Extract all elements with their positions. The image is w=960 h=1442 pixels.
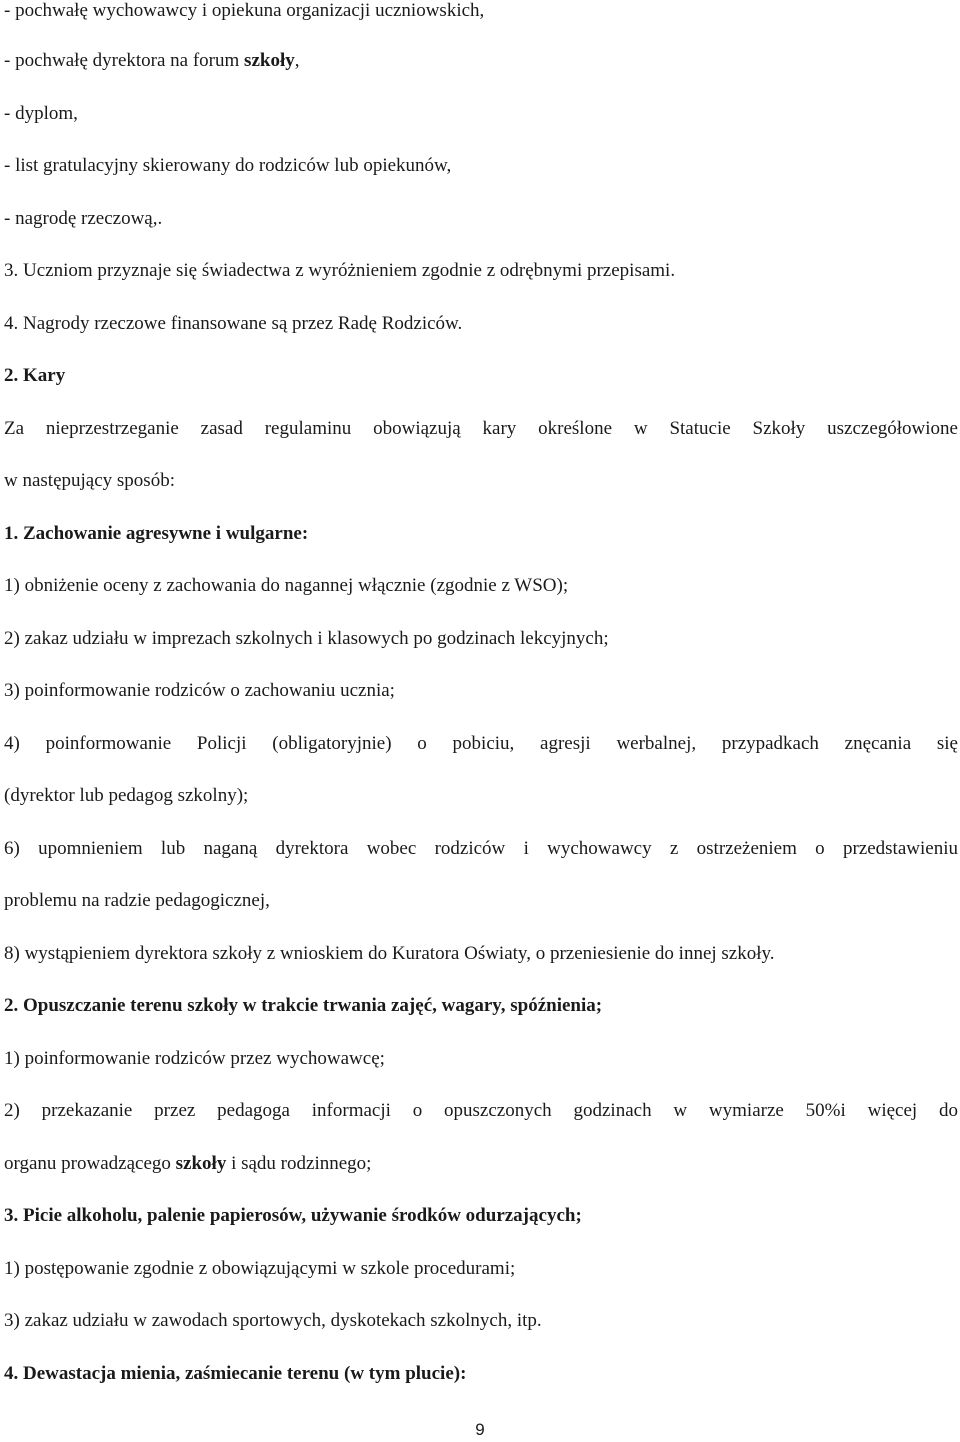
award-item-1: - pochwałę wychowawcy i opiekuna organizacji uczniowskich, xyxy=(4,0,485,21)
list-item: 2) zakaz udziału w imprezach szkolnych i klasowych po godzinach lekcyjnych; xyxy=(4,628,609,649)
award-item-5: - nagrodę rzeczową,. xyxy=(4,208,163,229)
list-item-continuation: (dyrektor lub pedagog szkolny); xyxy=(4,785,249,806)
award-item-3: - dyplom, xyxy=(4,103,78,124)
award-item-4: - list gratulacyjny skierowany do rodziców lub opiekunów, xyxy=(4,155,452,176)
award-item-2-text: - pochwałę dyrektora na forum xyxy=(4,50,245,71)
list-item: 1) poinformowanie rodziców przez wychowawcę; xyxy=(4,1048,385,1069)
list-item: 2) przekazanie przez pedagoga informacji o opuszczonych godzinach w wymiarze 50%i więcej do xyxy=(4,1100,958,1121)
award-item-2-bold: szkoły xyxy=(244,50,295,71)
subsection-heading-1: 1. Zachowanie agresywne i wulgarne: xyxy=(4,523,309,544)
list-item: 4) poinformowanie Policji (obligatoryjnie) o pobiciu, agresji werbalnej, przypadkach znęcania się xyxy=(4,733,958,754)
kary-intro-line-1: Za nieprzestrzeganie zasad regulaminu obowiązują kary określone w Statucie Szkoły uszczegółowione xyxy=(4,418,958,439)
page-number: 9 xyxy=(475,1420,485,1439)
list-item-continuation: problemu na radzie pedagogicznej, xyxy=(4,890,270,911)
subsection-heading-3: 3. Picie alkoholu, palenie papierosów, używanie środków odurzających; xyxy=(4,1205,582,1226)
award-item-2 xyxy=(4,50,299,72)
list-item: 8) wystąpieniem dyrektora szkoły z wnioskiem do Kuratora Oświaty, o przeniesienie do innej szkoły. xyxy=(4,943,775,964)
award-item-2-end: , xyxy=(294,50,300,71)
list-item-text-end: i sądu rodzinnego; xyxy=(226,1153,372,1174)
list-item: 1) postępowanie zgodnie z obowiązującymi w szkole procedurami; xyxy=(4,1258,516,1279)
kary-intro-line-2: w następujący sposób: xyxy=(4,470,175,491)
list-item-text: organu prowadzącego xyxy=(4,1153,176,1174)
list-item: 1) obniżenie oceny z zachowania do nagannej włącznie (zgodnie z WSO); xyxy=(4,575,569,596)
subsection-heading-4: 4. Dewastacja mienia, zaśmiecanie terenu (w tym plucie): xyxy=(4,1363,467,1384)
list-item: 3) zakaz udziału w zawodach sportowych, dyskotekach szkolnych, itp. xyxy=(4,1310,542,1331)
list-item: 6) upomnieniem lub naganą dyrektora wobec rodziców i wychowawcy z ostrzeżeniem o przedstawieniu xyxy=(4,838,958,859)
list-item: 3) poinformowanie rodziców o zachowaniu ucznia; xyxy=(4,680,395,701)
award-point-4: 4. Nagrody rzeczowe finansowane są przez Radę Rodziców. xyxy=(4,313,463,334)
list-item-continuation xyxy=(4,1153,371,1175)
award-point-3: 3. Uczniom przyznaje się świadectwa z wyróżnieniem zgodnie z odrębnymi przepisami. xyxy=(4,260,676,281)
subsection-heading-2: 2. Opuszczanie terenu szkoły w trakcie trwania zajęć, wagary, spóźnienia; xyxy=(4,995,603,1016)
section-heading-kary: 2. Kary xyxy=(4,365,66,386)
list-item-bold: szkoły xyxy=(175,1153,227,1174)
